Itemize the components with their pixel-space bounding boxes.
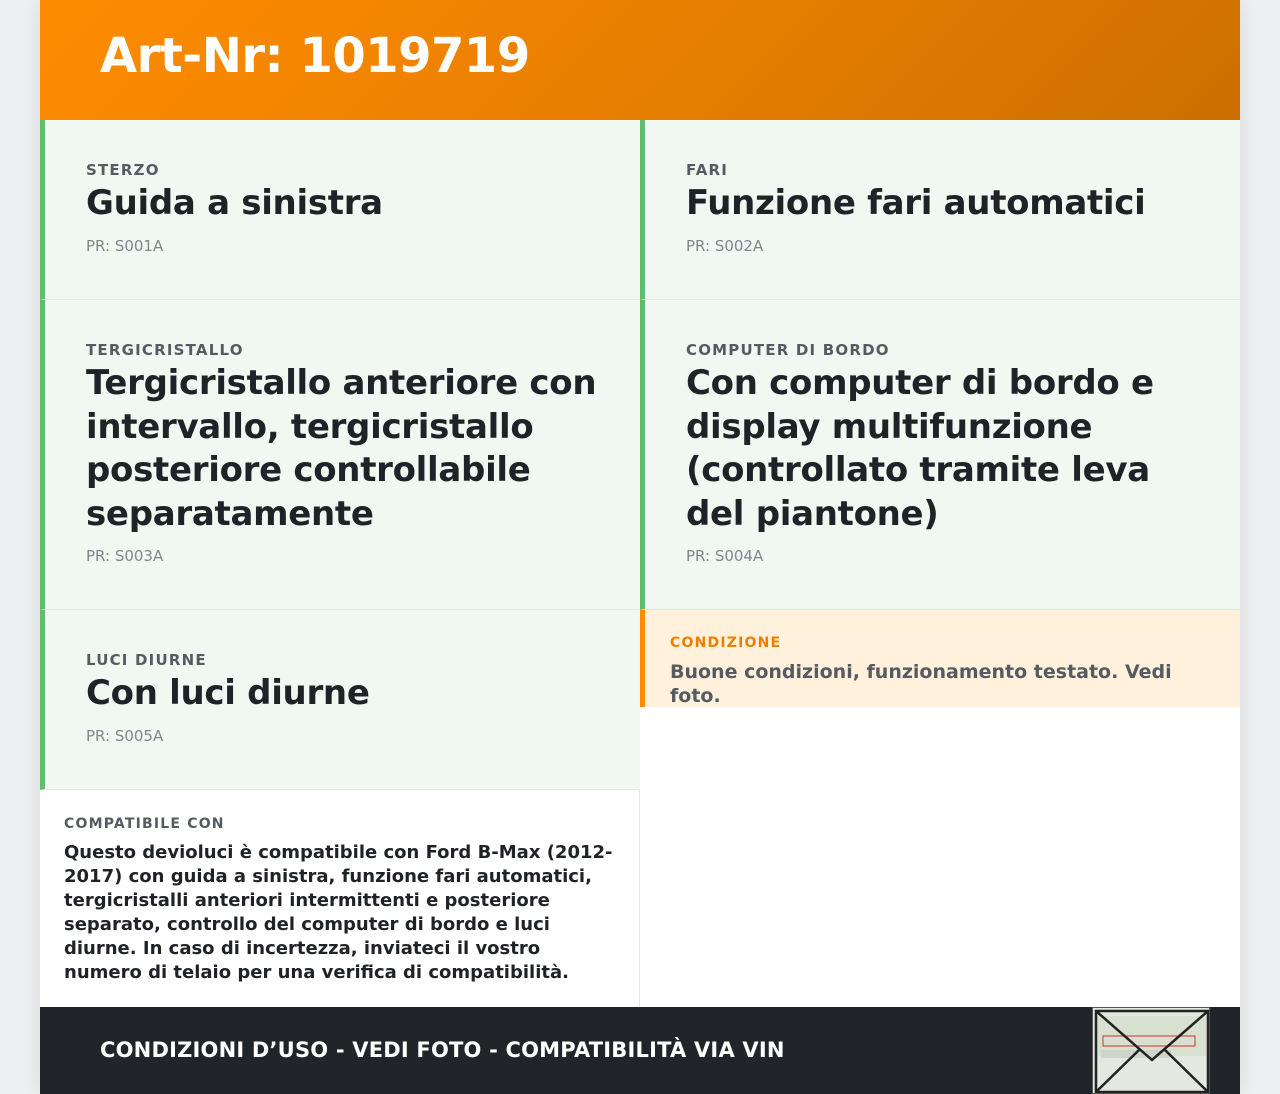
feature-card-headlights xyxy=(640,120,1240,300)
envelope-icon xyxy=(1092,1007,1210,1094)
feature-value: Guida a sinistra xyxy=(86,183,383,223)
feature-value: Funzione fari automatici xyxy=(686,183,1146,223)
feature-label: LUCI DIURNE xyxy=(86,651,207,669)
feature-label: COMPUTER DI BORDO xyxy=(686,341,890,359)
feature-code: PR: S005A xyxy=(86,726,164,745)
feature-value: Con computer di bordo e display multifunzione (controllato tramite leva del piantone) xyxy=(686,363,1154,534)
compatibility-section xyxy=(40,790,640,1007)
feature-code: PR: S001A xyxy=(86,236,164,255)
feature-value: Con luci diurne xyxy=(86,673,370,713)
feature-code: PR: S002A xyxy=(686,236,764,255)
header-banner xyxy=(40,0,1240,120)
feature-code: PR: S003A xyxy=(86,547,164,565)
feature-value: Tergicristallo anteriore con intervallo, tergicristallo posteriore controllabile separatamente xyxy=(86,363,597,534)
feature-label: FARI xyxy=(686,161,729,179)
feature-card-daytime-lights xyxy=(40,610,640,790)
footer-text: CONDIZIONI D’USO - VEDI FOTO - COMPATIBILITÀ VIA VIN xyxy=(100,1038,785,1062)
condition-text: Buone condizioni, funzionamento testato. Vedi foto. xyxy=(670,661,1172,707)
article-number-title: Art-Nr: 1019719 xyxy=(100,28,530,84)
feature-code: PR: S004A xyxy=(686,547,764,565)
footer-bar xyxy=(40,1007,1240,1094)
condition-label: CONDIZIONE xyxy=(670,635,782,651)
feature-label: TERGICRISTALLO xyxy=(86,341,244,359)
product-sheet xyxy=(40,0,1240,1094)
feature-label: STERZO xyxy=(86,161,160,179)
feature-card-wipers xyxy=(40,300,640,610)
feature-card-steering xyxy=(40,120,640,300)
feature-card-board-computer xyxy=(640,300,1240,610)
compatibility-text: Questo devioluci è compatibile con Ford B-Max (2012-2017) con guida a sinistra, funzione fari automatici, tergicristalli anteriori intermittenti e posteriore separato, controllo del computer di bordo e luci diurne. In caso di incertezza, inviateci il vostro numero di telaio per una verifica di compatibilità. xyxy=(64,842,613,983)
condition-box xyxy=(640,610,1240,707)
compatibility-label: COMPATIBILE CON xyxy=(64,816,225,832)
